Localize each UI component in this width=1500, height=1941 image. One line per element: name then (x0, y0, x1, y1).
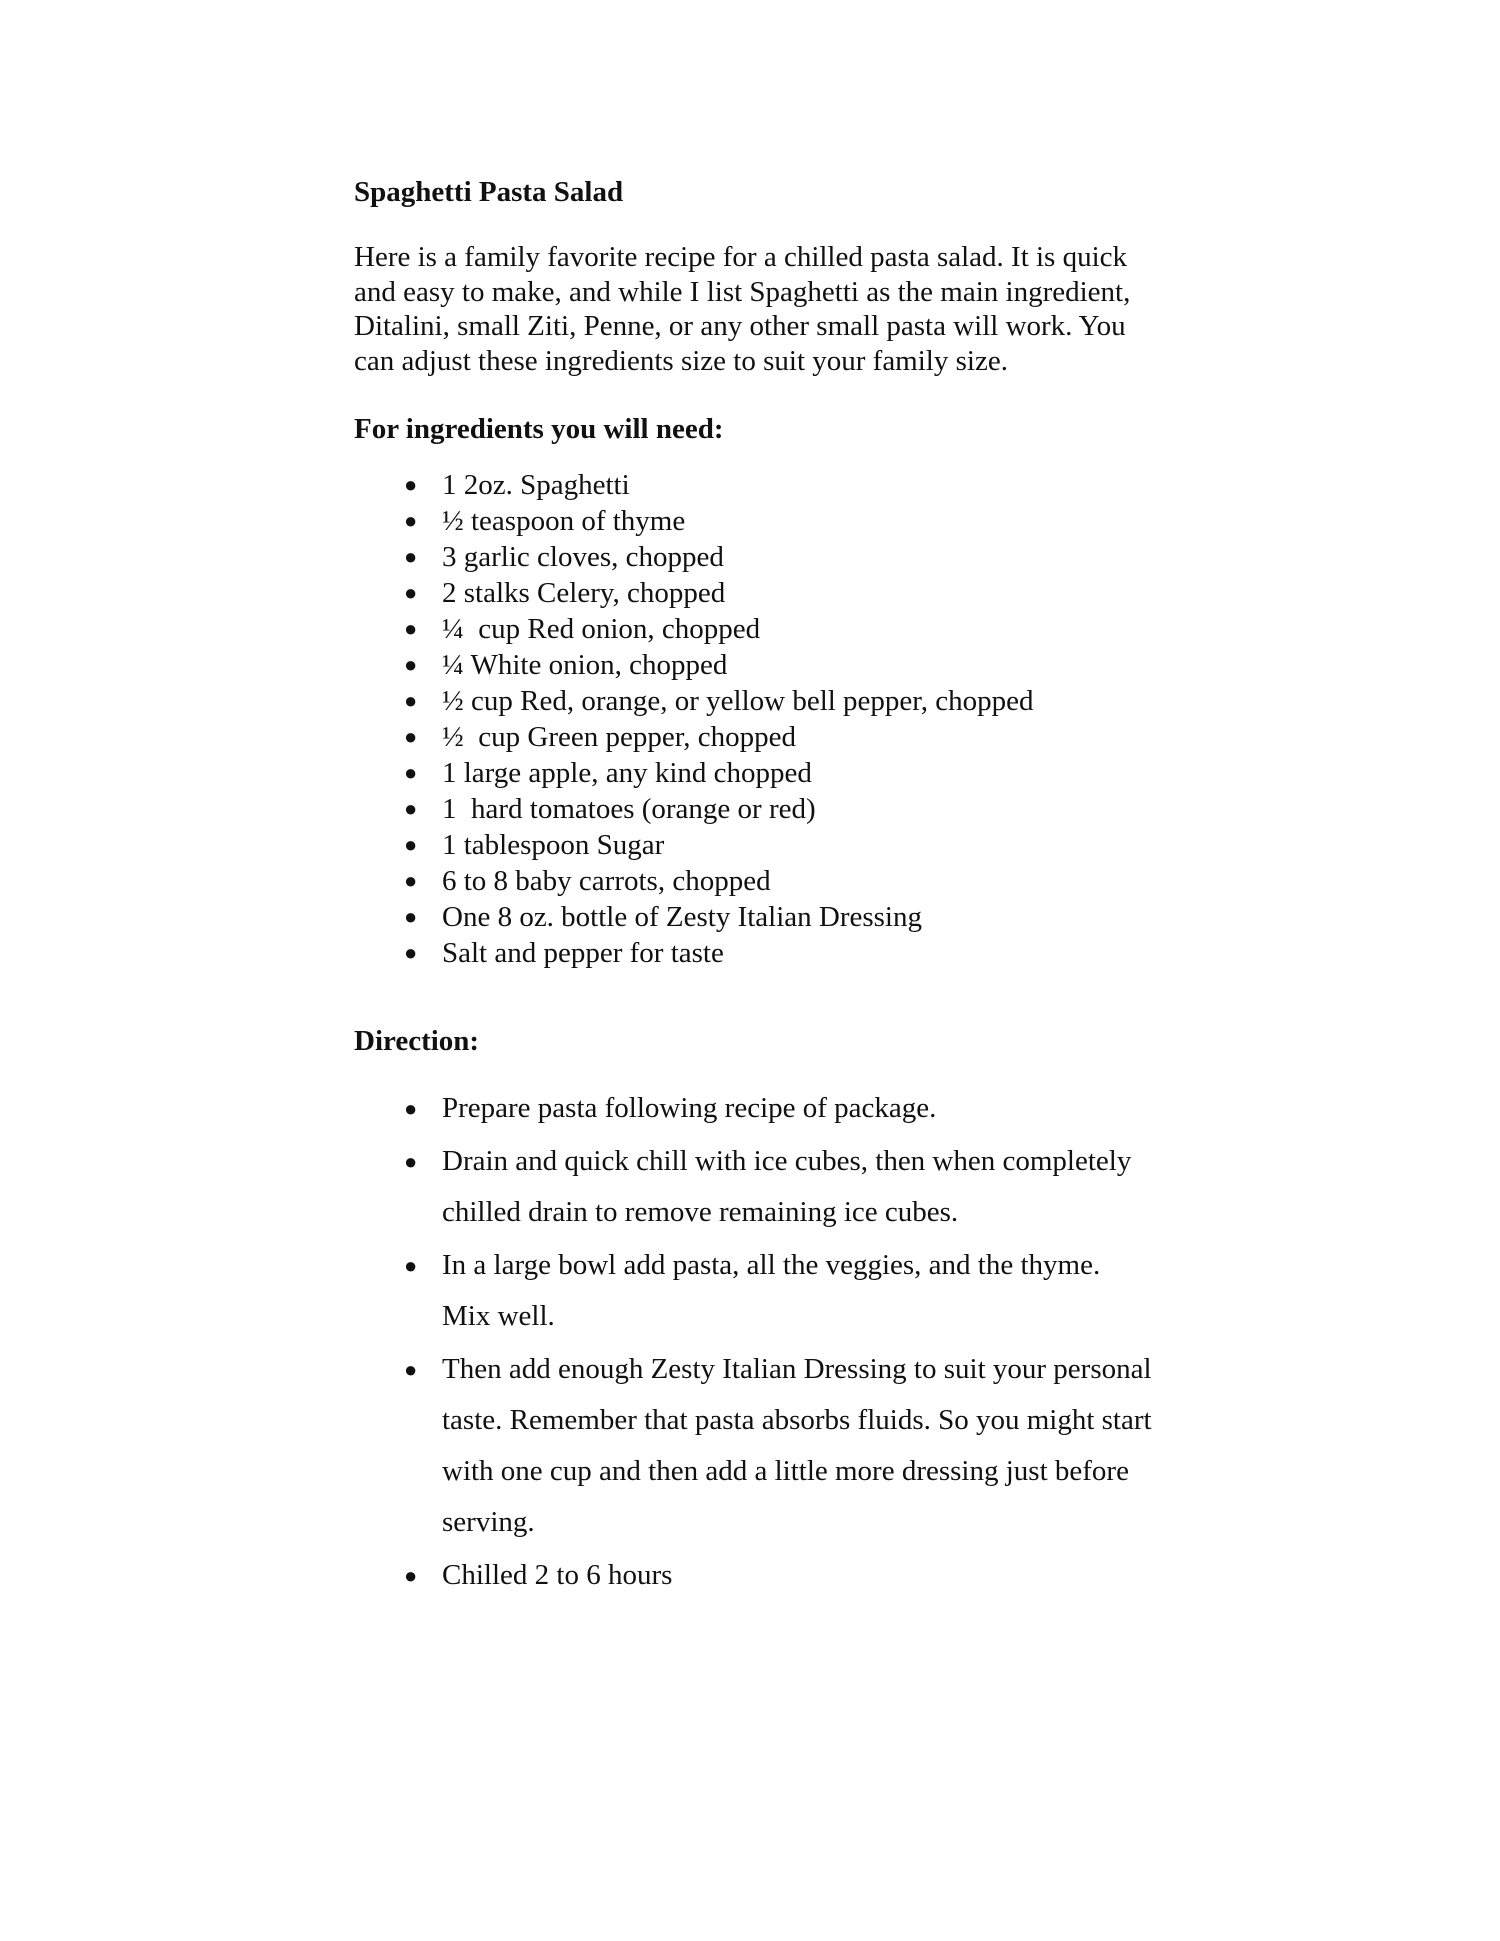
bullet-icon: ● (404, 760, 418, 785)
direction-text: Drain and quick chill with ice cubes, then when completely chilled drain to remove remaining ice cubes. (442, 1145, 1132, 1228)
bullet-icon: ● (404, 1149, 418, 1174)
ingredient-item (354, 539, 1154, 575)
bullet-icon: ● (404, 508, 418, 533)
ingredient-item (354, 827, 1154, 863)
direction-text: Then add enough Zesty Italian Dressing to suit your personal taste. Remember that pasta absorbs fluids. So you might start with one cup and then add a little more dressing just before serving. (442, 1353, 1152, 1538)
ingredient-item (354, 755, 1154, 791)
page-title: Spaghetti Pasta Salad (354, 176, 624, 208)
intro-paragraph: Here is a family favorite recipe for a chilled pasta salad. It is quick and easy to make, and while I list Spaghetti as the main ingredient, Ditalini, small Ziti, Penne, or any other small pasta will work. You can adjust these ingredients size to suit your family size. (354, 241, 1131, 377)
ingredient-text: 1 large apple, any kind chopped (442, 757, 812, 789)
direction-text: Chilled 2 to 6 hours (442, 1559, 673, 1591)
ingredient-text: ½ cup Red, orange, or yellow bell pepper, chopped (442, 685, 1034, 717)
ingredient-text: 2 stalks Celery, chopped (442, 577, 726, 609)
bullet-icon: ● (404, 904, 418, 929)
ingredient-item (354, 863, 1154, 899)
ingredients-heading: For ingredients you will need: (354, 413, 724, 445)
recipe-document (354, 174, 1154, 1603)
ingredient-item (354, 899, 1154, 935)
ingredient-item (354, 611, 1154, 647)
directions-heading: Direction: (354, 1025, 480, 1057)
ingredient-item (354, 467, 1154, 503)
ingredient-text: 6 to 8 baby carrots, chopped (442, 865, 771, 897)
ingredient-text: One 8 oz. bottle of Zesty Italian Dressing (442, 901, 922, 933)
direction-text: Prepare pasta following recipe of package. (442, 1092, 937, 1124)
bullet-icon: ● (404, 580, 418, 605)
bullet-icon: ● (404, 724, 418, 749)
bullet-icon: ● (404, 832, 418, 857)
bullet-icon: ● (404, 652, 418, 677)
ingredient-text: Salt and pepper for taste (442, 937, 724, 969)
bullet-icon: ● (404, 940, 418, 965)
bullet-icon: ● (404, 544, 418, 569)
direction-item (354, 1240, 1154, 1342)
direction-item (354, 1083, 1154, 1134)
direction-item (354, 1550, 1154, 1601)
bullet-icon: ● (404, 1563, 418, 1588)
ingredient-item (354, 503, 1154, 539)
ingredient-item (354, 791, 1154, 827)
bullet-icon: ● (404, 796, 418, 821)
ingredient-item (354, 935, 1154, 971)
ingredient-text: ½ cup Green pepper, chopped (442, 721, 796, 753)
ingredient-text: ¼ White onion, chopped (442, 649, 728, 681)
bullet-icon: ● (404, 688, 418, 713)
ingredient-item (354, 575, 1154, 611)
bullet-icon: ● (404, 1253, 418, 1278)
ingredient-text: ¼ cup Red onion, chopped (442, 613, 761, 645)
bullet-icon: ● (404, 868, 418, 893)
bullet-icon: ● (404, 1096, 418, 1121)
ingredient-item (354, 719, 1154, 755)
ingredient-text: 1 tablespoon Sugar (442, 829, 665, 861)
ingredient-item (354, 647, 1154, 683)
ingredient-item (354, 683, 1154, 719)
direction-item (354, 1344, 1154, 1548)
ingredient-text: ½ teaspoon of thyme (442, 505, 686, 537)
ingredients-list (354, 467, 1154, 971)
ingredient-text: 3 garlic cloves, chopped (442, 541, 724, 573)
bullet-icon: ● (404, 472, 418, 497)
direction-text: In a large bowl add pasta, all the veggies, and the thyme. Mix well. (442, 1249, 1101, 1332)
bullet-icon: ● (404, 616, 418, 641)
ingredient-text: 1 hard tomatoes (orange or red) (442, 793, 816, 825)
bullet-icon: ● (404, 1357, 418, 1382)
directions-list (354, 1083, 1154, 1601)
ingredient-text: 1 2oz. Spaghetti (442, 469, 630, 501)
direction-item (354, 1136, 1154, 1238)
